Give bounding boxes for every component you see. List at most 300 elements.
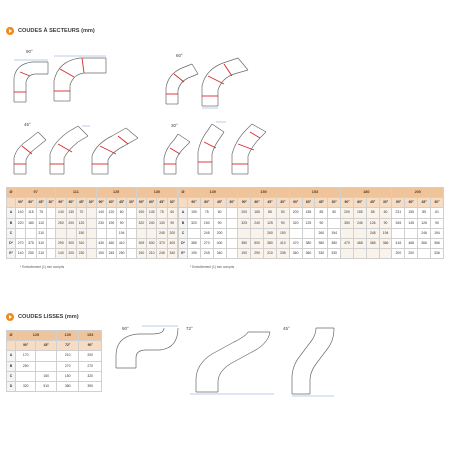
table-cell	[36, 351, 56, 361]
table-cell: 380	[238, 239, 251, 249]
table-cell	[226, 228, 238, 238]
angle-header: 45°	[36, 341, 56, 351]
table-cell: 240	[147, 218, 157, 228]
table-cell: 125	[302, 218, 315, 228]
table-cell: 410	[117, 239, 127, 249]
table-cell: 370	[157, 239, 167, 249]
angle-header: 90°	[341, 198, 354, 208]
angle-header-row	[179, 198, 444, 208]
table-cell	[127, 218, 136, 228]
table-cell: 180	[26, 218, 36, 228]
table-cell: 200	[289, 208, 302, 218]
table-cell	[238, 228, 251, 238]
table-row	[7, 382, 102, 392]
angle-header: 45°	[366, 198, 379, 208]
angle-header: 90°	[238, 198, 251, 208]
table-cell: 310	[76, 239, 86, 249]
table-cell	[379, 249, 392, 259]
diameter-group: 200	[392, 188, 444, 198]
table-cell: 60	[213, 208, 226, 218]
table-cell: 200	[405, 249, 418, 259]
angle-header: 30°	[379, 198, 392, 208]
table-cell: 190	[188, 208, 201, 218]
table-cell: 375	[26, 239, 36, 249]
table-cell: 270	[56, 361, 79, 371]
smooth-elbow-45-diagram	[286, 326, 338, 396]
table-cell	[353, 228, 366, 238]
table-cell: 110	[36, 218, 46, 228]
table-cell: 220	[16, 218, 26, 228]
table-row	[7, 239, 178, 249]
table-cell: 390	[79, 382, 102, 392]
angle-header: 45°	[36, 198, 46, 208]
angle-header: 90°	[96, 198, 106, 208]
table-cell: 90	[379, 218, 392, 228]
table-cell	[26, 228, 36, 238]
table-cell: 416	[392, 239, 405, 249]
table-cell: 200	[79, 351, 102, 361]
table-cell: 210	[264, 249, 277, 259]
table-cell: 260	[264, 228, 277, 238]
angle-header: 90°	[56, 198, 66, 208]
table-cell: 240	[251, 218, 264, 228]
table-cell: 430	[96, 239, 106, 249]
table-cell	[226, 239, 238, 249]
table-row	[7, 249, 178, 259]
diameter-group: 125	[96, 188, 136, 198]
table-cell	[147, 228, 157, 238]
table-cell	[405, 228, 418, 238]
angle-header: 45°	[315, 198, 328, 208]
smooth-elbow-table	[6, 330, 102, 392]
table-footnote: * Emboîtement (1) mm compris	[20, 265, 65, 269]
angle-header: 45°	[117, 198, 127, 208]
table-cell: 368	[366, 239, 379, 249]
row-label: B	[7, 218, 16, 228]
table-cell: 245	[353, 218, 366, 228]
table-cell: 200	[66, 218, 76, 228]
table-cell	[366, 249, 379, 259]
table-row	[7, 371, 102, 381]
angle-label-60: 60°	[176, 53, 183, 58]
angle-label-45: 45°	[24, 122, 31, 127]
table-cell: 90	[431, 218, 444, 228]
table-cell: 150	[56, 371, 79, 381]
table-body	[7, 208, 178, 259]
table-cell	[46, 249, 55, 259]
table-cell: 360	[302, 249, 315, 259]
table-cell: 90	[315, 218, 328, 228]
table-cell: 380	[56, 382, 79, 392]
table-cell: 336	[431, 249, 444, 259]
table-cell: 210	[56, 351, 79, 361]
table-cell: 190	[276, 228, 289, 238]
table-cell: 231	[392, 208, 405, 218]
table-cell: 335	[276, 249, 289, 259]
diameter-group: 153	[289, 188, 340, 198]
table-cell	[226, 218, 238, 228]
table-cell	[36, 361, 56, 371]
table-cell	[127, 249, 136, 259]
table-cell: 126	[418, 218, 431, 228]
table-cell	[328, 218, 341, 228]
table-cell: 90	[213, 218, 226, 228]
table-cell: 190	[188, 249, 201, 259]
table-cell: 155	[405, 208, 418, 218]
angle-header: 60°	[353, 198, 366, 208]
angle-header: 90°	[16, 341, 36, 351]
angle-header: 45°	[213, 198, 226, 208]
table-cell: 246	[418, 228, 431, 238]
table-cell	[46, 228, 55, 238]
table-cell	[46, 218, 55, 228]
table-cell: 130	[66, 208, 76, 218]
table-cell: 248	[366, 228, 379, 238]
section-title: COUDES LISSES (mm)	[18, 314, 79, 320]
table-cell	[46, 208, 55, 218]
table-cell: 150	[36, 371, 56, 381]
table-cell: 140	[16, 249, 26, 259]
table-cell: 194	[431, 228, 444, 238]
table-cell: 85	[366, 208, 379, 218]
table-cell	[302, 228, 315, 238]
table-cell	[226, 249, 238, 259]
table-cell: 345	[392, 218, 405, 228]
table-cell: 380	[264, 239, 277, 249]
table-cell	[127, 228, 136, 238]
sector-elbow-45-medium-diagram	[46, 124, 90, 176]
table-cell: 250	[26, 249, 36, 259]
diameter-group: 97	[16, 188, 56, 198]
table-row	[7, 351, 102, 361]
table-cell	[341, 249, 354, 259]
table-cell: 500	[251, 239, 264, 249]
table-cell: 190	[106, 218, 116, 228]
table-body	[179, 208, 444, 259]
table-cell: 85	[315, 208, 328, 218]
angle-header: 45°	[157, 198, 167, 208]
table-cell: 380	[328, 239, 341, 249]
table-cell: 140	[56, 208, 66, 218]
table-cell	[46, 239, 55, 249]
diameter-group: 139	[188, 188, 238, 198]
table-cell: 350	[341, 218, 354, 228]
table-cell	[392, 228, 405, 238]
table-cell	[87, 249, 96, 259]
table-cell: 470	[289, 239, 302, 249]
table-cell: 70	[76, 208, 86, 218]
table-cell: 60	[167, 208, 177, 218]
table-cell: 250	[117, 249, 127, 259]
table-cell: 380	[302, 239, 315, 249]
table-cell	[127, 239, 136, 249]
table-cell: 270	[79, 361, 102, 371]
angle-header: 90°	[392, 198, 405, 208]
table-cell	[226, 208, 238, 218]
table-cell: 210	[36, 228, 46, 238]
angle-header: 60°	[251, 198, 264, 208]
table-cell	[87, 228, 96, 238]
table-cell: 190	[136, 208, 146, 218]
row-label: A	[179, 208, 188, 218]
table-cell: 320	[16, 382, 36, 392]
table-cell: 150	[200, 218, 213, 228]
diameter-symbol: Ø	[7, 188, 16, 198]
table-cell: 130	[157, 218, 167, 228]
table-cell: 145	[405, 218, 418, 228]
table-cell: 75	[157, 208, 167, 218]
table-cell: 200	[167, 228, 177, 238]
table-cell: 194	[117, 228, 127, 238]
table-cell: 366	[418, 239, 431, 249]
table-cell: 380	[315, 239, 328, 249]
table-cell: 245	[157, 249, 167, 259]
table-cell: 75	[36, 208, 46, 218]
angle-header: 30°	[167, 198, 177, 208]
row-label: D	[7, 382, 16, 392]
sector-elbow-table-large	[178, 187, 444, 259]
table-cell: 120	[76, 218, 86, 228]
angle-label-90: 90°	[26, 49, 33, 54]
table-cell: 300	[66, 239, 76, 249]
table-cell	[341, 228, 354, 238]
angle-header: 90°	[289, 198, 302, 208]
table-cell: 140	[96, 208, 106, 218]
angle-header: 60°	[66, 198, 76, 208]
table-cell: 210	[147, 249, 157, 259]
table-cell	[56, 228, 66, 238]
table-cell: 410	[276, 239, 289, 249]
angle-header: 60°	[405, 198, 418, 208]
table-cell	[87, 208, 96, 218]
table-cell	[136, 228, 146, 238]
table-cell: 75	[200, 208, 213, 218]
diameter-group: 130	[136, 188, 177, 198]
table-cell: 200	[213, 228, 226, 238]
table-cell: 200	[341, 208, 354, 218]
table-body	[7, 351, 102, 392]
table-cell: 165	[251, 208, 264, 218]
sector-elbow-45-large-diagram	[88, 126, 140, 176]
table-cell: 325	[238, 218, 251, 228]
table-cell: 366	[379, 239, 392, 249]
angle-header: 90°	[79, 341, 102, 351]
row-label: B	[179, 218, 188, 228]
angle-header: 60°	[106, 198, 116, 208]
table-cell	[87, 239, 96, 249]
table-cell: 194	[328, 228, 341, 238]
angle-header: 90°	[16, 198, 26, 208]
angle-label-45: 45°	[283, 326, 290, 331]
table-cell	[96, 228, 106, 238]
row-label: D*	[7, 239, 16, 249]
sector-elbow-60-small-diagram	[162, 62, 200, 106]
table-cell: 210	[36, 249, 46, 259]
sector-elbow-60-large-diagram	[198, 56, 250, 108]
table-cell: 400	[167, 239, 177, 249]
table-cell: 468	[405, 239, 418, 249]
table-cell: 245	[200, 249, 213, 259]
row-label: C	[179, 228, 188, 238]
table-cell: 385	[188, 239, 201, 249]
table-cell: 340	[213, 249, 226, 259]
table-cell: 320	[79, 371, 102, 381]
table-cell: 200	[238, 208, 251, 218]
table-cell: 305	[136, 239, 146, 249]
table-cell: 245	[106, 249, 116, 259]
row-label: E*	[7, 249, 16, 259]
table-cell: 460	[106, 239, 116, 249]
table-cell: 85	[264, 208, 277, 218]
smooth-elbow-90-diagram	[112, 326, 180, 370]
row-label: C	[7, 228, 16, 238]
table-cell: 140	[16, 208, 26, 218]
angle-header: 30°	[276, 198, 289, 208]
angle-label-30: 30°	[171, 123, 178, 128]
table-cell: 330	[315, 249, 328, 259]
table-cell: 125	[264, 218, 277, 228]
angle-header: 60°	[302, 198, 315, 208]
table-row	[7, 228, 178, 238]
table-cell	[251, 228, 264, 238]
table-row	[179, 249, 444, 259]
table-cell	[127, 208, 136, 218]
table-cell	[87, 218, 96, 228]
row-label: E*	[179, 249, 188, 259]
table-cell: 250	[16, 361, 36, 371]
table-row	[179, 228, 444, 238]
angle-header: 45°	[264, 198, 277, 208]
table-cell: 85	[418, 208, 431, 218]
table-cell: 230	[76, 249, 86, 259]
angle-header: 60°	[26, 198, 36, 208]
row-label: C	[7, 371, 16, 381]
table-cell: 366	[431, 239, 444, 249]
table-cell: 50	[328, 208, 341, 218]
table-cell: 60	[117, 208, 127, 218]
diameter-symbol: Ø	[7, 331, 16, 341]
table-cell: 320	[289, 218, 302, 228]
angle-header: 30°	[127, 198, 136, 208]
table-cell	[289, 228, 302, 238]
table-cell: 90	[117, 218, 127, 228]
table-row	[7, 208, 178, 218]
table-cell: 155	[302, 208, 315, 218]
diameter-group: 139	[56, 331, 79, 341]
table-cell: 270	[16, 239, 26, 249]
arrow-right-icon	[6, 313, 14, 321]
table-cell: 190	[238, 249, 251, 259]
angle-header: 45°	[76, 198, 86, 208]
table-cell	[66, 228, 76, 238]
angle-header: 60°	[200, 198, 213, 208]
table-cell: 245	[157, 228, 167, 238]
table-cell: 115	[26, 208, 36, 218]
table-cell: 400	[213, 239, 226, 249]
table-row	[179, 239, 444, 249]
angle-header: 90°	[188, 198, 201, 208]
angle-header: 30°	[226, 198, 238, 208]
table-cell: 360	[289, 249, 302, 259]
table-cell: 90	[276, 218, 289, 228]
table-cell: 90	[167, 218, 177, 228]
table-cell: 250	[56, 218, 66, 228]
angle-label-90: 90°	[122, 326, 129, 331]
table-cell: 194	[379, 228, 392, 238]
table-cell: 126	[366, 218, 379, 228]
table-cell: 190	[136, 249, 146, 259]
table-cell: 290	[56, 239, 66, 249]
table-cell	[188, 228, 201, 238]
table-cell: 470	[341, 239, 354, 249]
table-cell: 340	[167, 249, 177, 259]
diameter-group: 180	[341, 188, 392, 198]
table-cell: 150	[76, 228, 86, 238]
table-cell: 120	[106, 208, 116, 218]
row-label: D*	[179, 239, 188, 249]
sector-elbow-90-small-diagram	[12, 58, 52, 104]
angle-header: 72°	[56, 341, 79, 351]
row-label: A	[7, 208, 16, 218]
section-title: COUDES À SECTEURS (mm)	[18, 28, 95, 34]
sector-elbow-30-medium-diagram	[194, 122, 226, 176]
table-cell: 320	[136, 218, 146, 228]
sector-elbow-30-large-diagram	[228, 122, 268, 176]
table-cell: 320	[188, 218, 201, 228]
table-cell: 260	[315, 228, 328, 238]
diameter-symbol: Ø	[179, 188, 188, 198]
section-header-sector-elbows	[6, 27, 95, 35]
table-cell: 145	[147, 208, 157, 218]
angle-header: 45°	[418, 198, 431, 208]
table-cell: 60	[379, 208, 392, 218]
diameter-group: 150	[238, 188, 289, 198]
table-cell	[418, 249, 431, 259]
angle-header: 60°	[147, 198, 157, 208]
table-cell: 170	[16, 351, 36, 361]
angle-header: 90°	[136, 198, 146, 208]
table-row	[7, 361, 102, 371]
table-cell: 330	[328, 249, 341, 259]
table-row	[7, 218, 178, 228]
table-cell: 150	[96, 249, 106, 259]
table-cell	[353, 249, 366, 259]
table-cell	[106, 228, 116, 238]
table-cell: 200	[66, 249, 76, 259]
table-cell: 245	[200, 228, 213, 238]
angle-header: 30°	[87, 198, 96, 208]
table-cell: 230	[96, 218, 106, 228]
arrow-right-icon	[6, 27, 14, 35]
diameter-group: 125	[16, 331, 57, 341]
angle-header: 30°	[431, 198, 444, 208]
table-cell: 270	[200, 239, 213, 249]
table-cell: 310	[36, 239, 46, 249]
table-cell: 290	[251, 249, 264, 259]
table-cell	[16, 228, 26, 238]
table-row	[179, 208, 444, 218]
row-label: B	[7, 361, 16, 371]
angle-header: 30°	[46, 198, 55, 208]
table-cell: 50	[276, 208, 289, 218]
row-label: A	[7, 351, 16, 361]
angle-header: 30°	[328, 198, 341, 208]
table-row	[179, 218, 444, 228]
table-cell: 140	[56, 249, 66, 259]
table-cell: 510	[36, 382, 56, 392]
table-cell	[16, 371, 36, 381]
sector-elbow-90-large-diagram	[52, 55, 108, 103]
